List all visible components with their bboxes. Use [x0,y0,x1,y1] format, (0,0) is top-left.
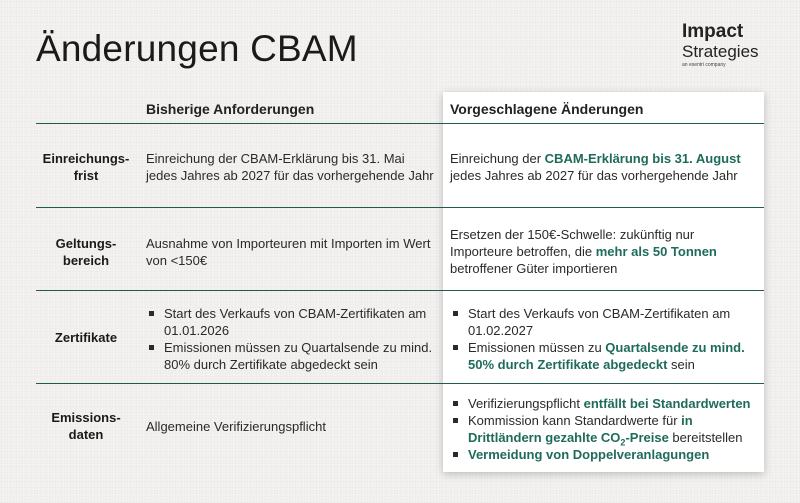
row-label-line: frist [73,168,99,183]
bullet-item [450,339,760,373]
bullet-item: Emissionen müssen zu Quartalsende zu mind. 80% durch Zertifikate abgedeckt sein [146,339,438,373]
new-geltungsbereich [450,226,760,277]
divider-header [36,123,764,124]
old-einreichungsfrist: Einreichung der CBAM-Erklärung bis 31. Mai jedes Jahres ab 2027 für das vorhergehende Jahr [146,151,434,183]
highlight-text: Vermeidung von Doppelveranlagungen [468,447,710,462]
highlight-text: mehr als 50 Tonnen [595,244,717,259]
bullet-item: Start des Verkaufs von CBAM-Zertifikaten am 01.02.2027 [450,305,760,339]
text: sein [667,357,695,372]
new-zertifikate [450,305,760,373]
logo-line-1: Impact [682,21,744,42]
row-label-emissionsdaten [36,409,136,443]
company-logo [682,22,759,69]
text: Verifizierungspflicht [468,396,584,411]
divider-row-3 [36,383,764,384]
text: betroffener Güter importieren [450,261,618,276]
logo-line-2: Strategies [682,42,759,61]
bullet-item [450,446,760,463]
page-title: Änderungen CBAM [36,28,358,69]
new-emissionsdaten [450,395,760,463]
highlight-text: in Drittländern gezahlte CO [468,413,693,445]
old-zertifikate [146,305,438,373]
text: Einreichung der [450,151,545,166]
row-label-line: Geltungs- [55,236,117,251]
text: Kommission kann Standardwerte für [468,413,682,428]
highlight-text: -Preise [625,430,669,445]
old-geltungsbereich: Ausnahme von Importeuren mit Importen im Wert von <150€ [146,236,431,268]
text: Emissionen müssen zu [468,340,606,355]
row-label-zertifikate [36,329,136,346]
row-label-line: bereich [62,253,110,268]
bullet-item [450,412,760,446]
text: bereitstellen [668,430,743,445]
divider-row-1 [36,207,764,208]
text: jedes Jahres ab 2027 für das vorhergehende Jahr [450,168,738,183]
row-label-einreichungsfrist [36,150,136,184]
bullet-item [450,395,760,412]
highlight-text: CBAM-Erklärung bis 31. August [544,151,741,166]
column-header-new: Vorgeschlagene Änderungen [450,101,644,117]
divider-row-2 [36,290,764,291]
old-emissionsdaten: Allgemeine Verifizierungspflicht [146,419,326,434]
bullet-item: Start des Verkaufs von CBAM-Zertifikaten am 01.01.2026 [146,305,438,339]
row-label-line: daten [68,427,104,442]
row-label-geltungsbereich [36,235,136,269]
new-einreichungsfrist [450,150,760,184]
row-label-line: Zertifikate [54,330,118,345]
logo-tagline: an esentri company [682,62,726,68]
highlight-text: entfällt bei Standardwerten [583,396,751,411]
text: Ersetzen der 150€-Schwelle: zukünftig nur Importeure betroffen, die [450,227,695,259]
column-header-old: Bisherige Anforderungen [146,101,315,117]
row-label-line: Emissions- [51,410,121,425]
highlight-text: Quartalsende zu mind. 50% durch Zertifikate abgedeckt [468,340,745,372]
row-label-line: Einreichungs- [42,151,130,166]
subscript-text: 2 [620,437,626,448]
